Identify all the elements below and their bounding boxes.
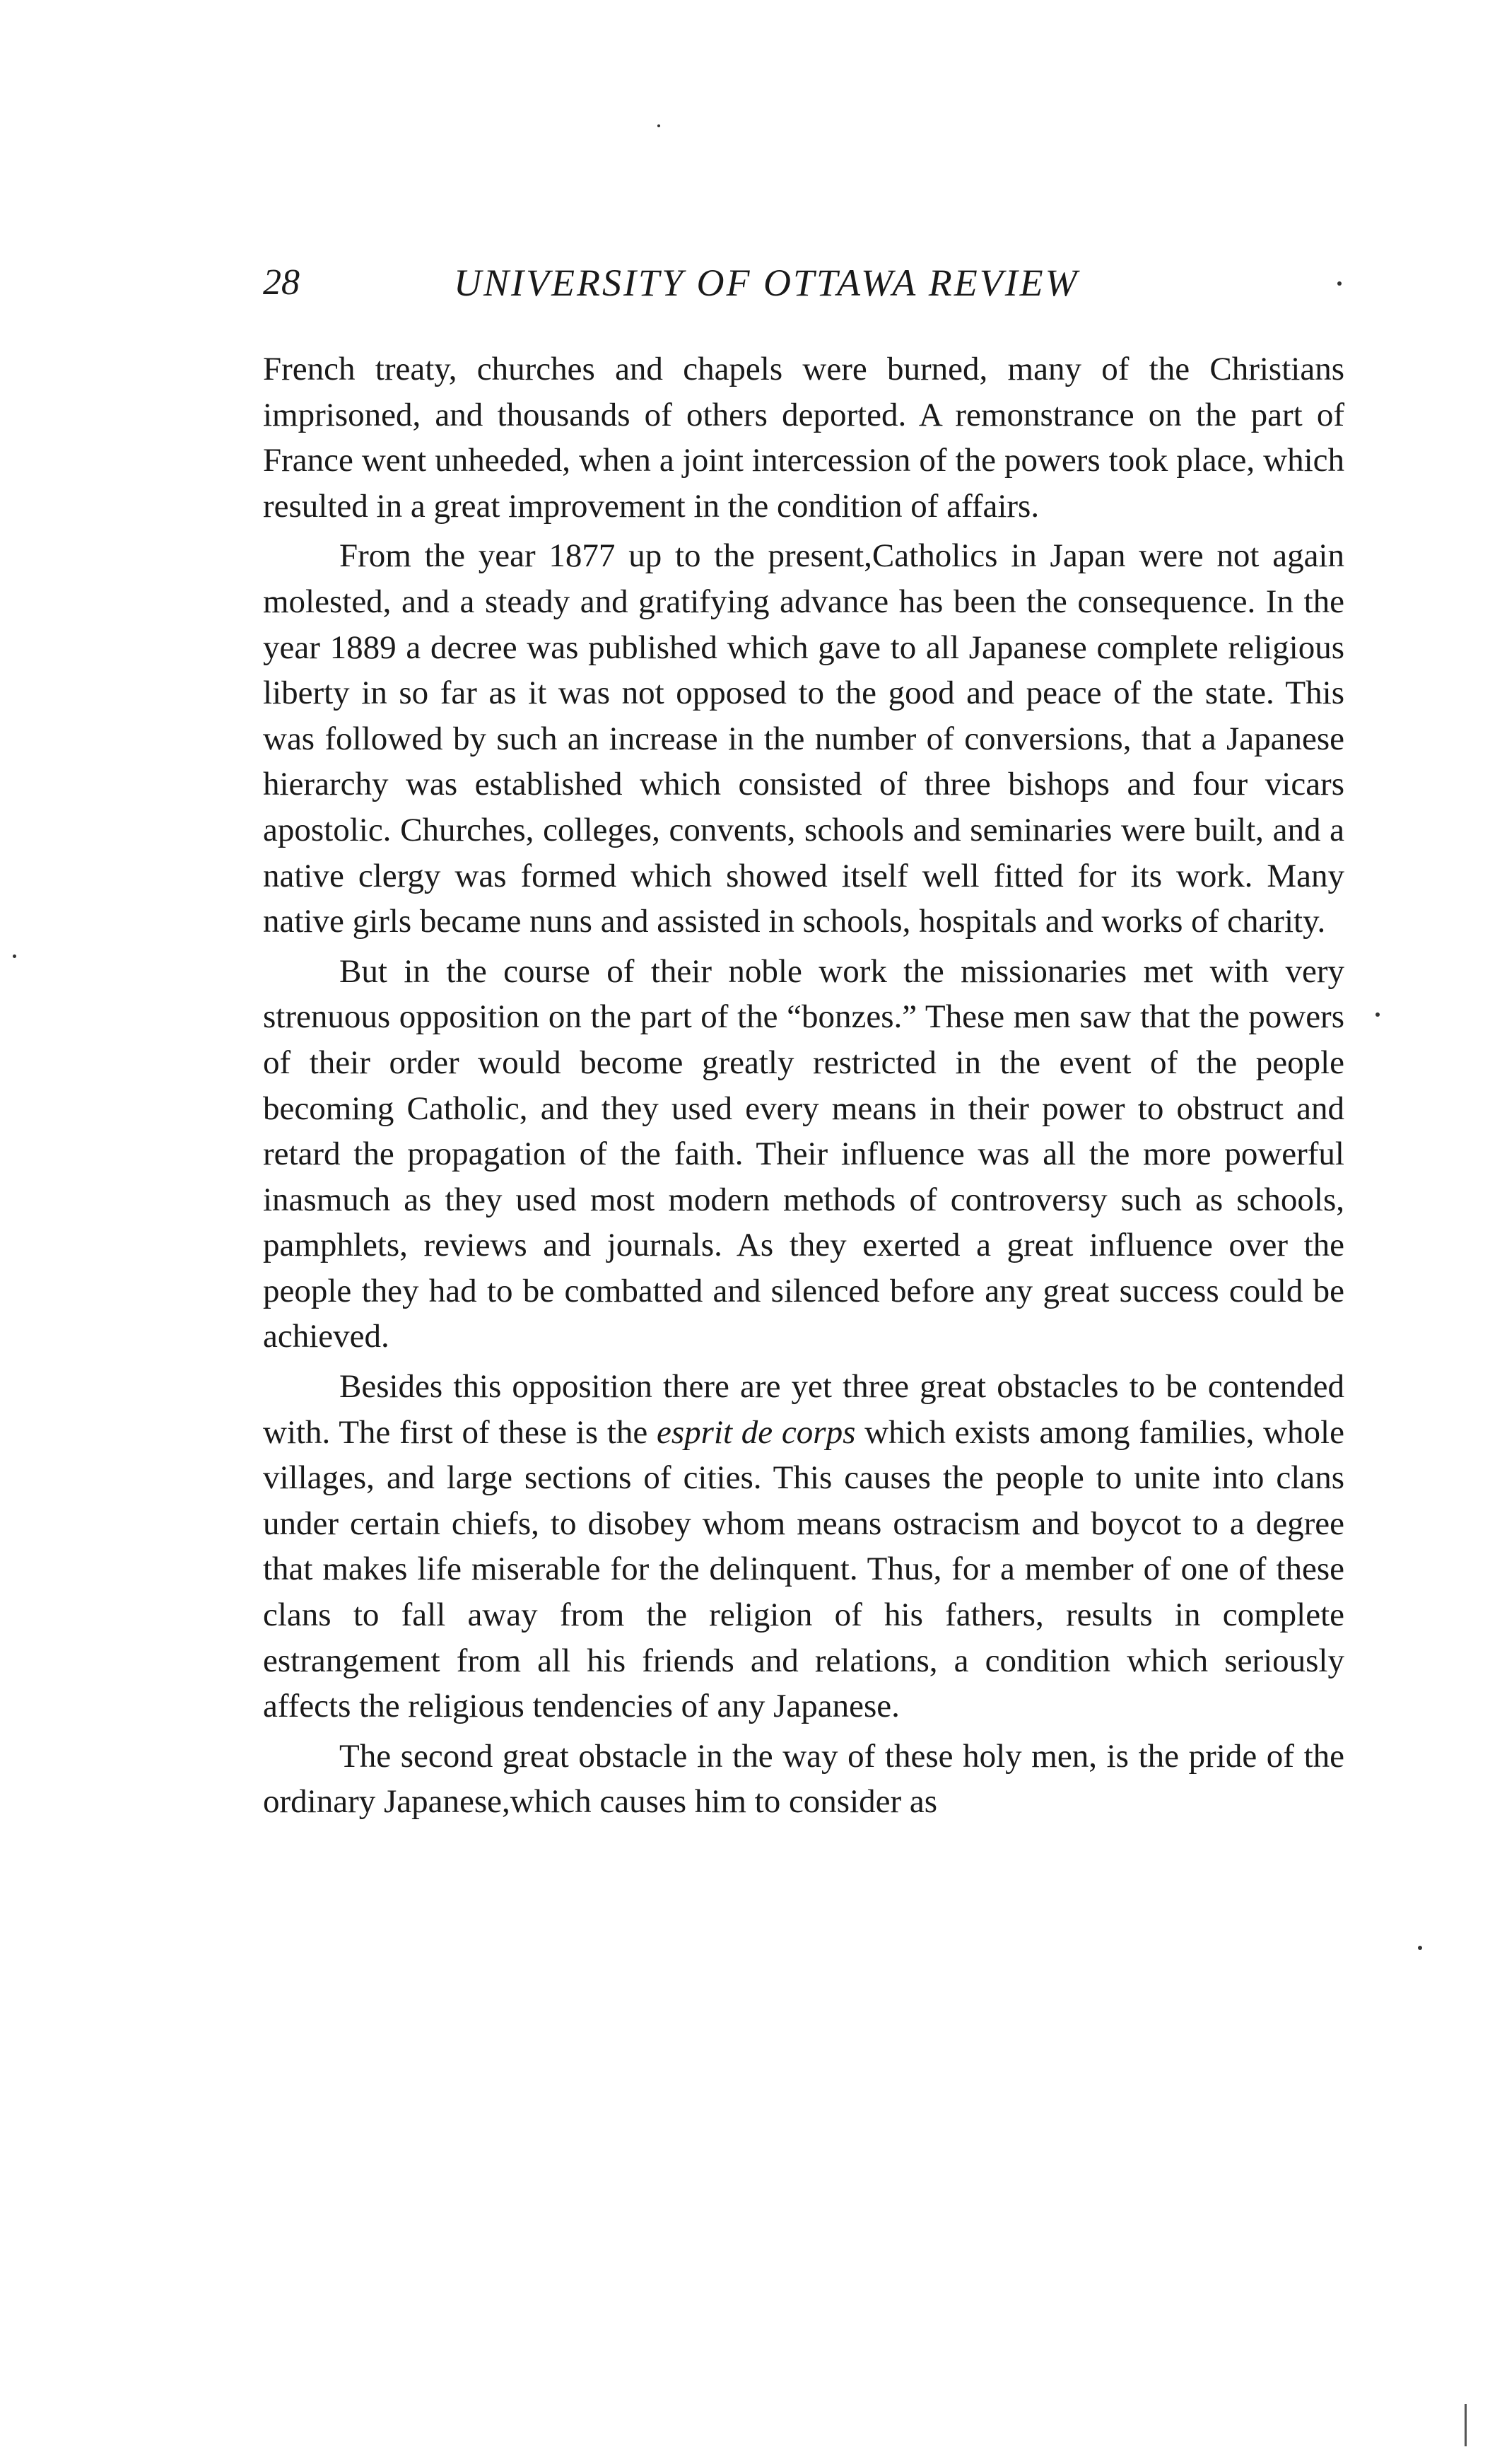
body-text (263, 346, 1344, 1829)
scan-speck (657, 124, 660, 127)
paragraph-text: which exists among families, whole villages, and large sections of cities. This causes the people to unite into clans under certain chiefs, to disobey whom means ostracism and boycot to a degree that makes life miserable for the delinquent. Thus, for a member of one of these clans to fall away from the religion of his fathers, results in complete estrangement from all his friends and relations, a condition which seriously affects the religious tendencies of any Japanese. (263, 1413, 1344, 1725)
scan-edge-mark (1465, 2404, 1467, 2446)
scan-speck (1375, 1012, 1380, 1017)
running-title: UNIVERSITY OF OTTAWA REVIEW (454, 262, 1079, 304)
paragraph: French treaty, churches and chapels were burned, many of the Christians imprisoned, and thousands of others deported. A remonstrance on the part of France went unheeded, when a joint intercession of the powers took place, which resulted in a great improvement in the condition of affairs. (263, 351, 1344, 525)
paragraph: The second great obstacle in the way of these holy men, is the pride of the ordinary Japanese,which causes him to consider as (263, 1737, 1344, 1821)
scan-speck (1337, 281, 1342, 286)
running-header (263, 258, 1344, 308)
scan-speck (13, 954, 16, 958)
paragraph-text: Besides this opposition there are yet three great obstacles to be contended with. The first of these is the (263, 1368, 1344, 1451)
scan-speck (1418, 1946, 1422, 1950)
paragraph: But in the course of their noble work the missionaries met with very strenuous opposition on the part of the “bonzes.” These men saw that the powers of their order would become greatly restricted in the event of the people becoming Catholic, and they used every means in their power to obstruct and retard the propagation of the faith. Their influence was all the more powerful inasmuch as they used most modern methods of controversy such as schools, pamphlets, reviews and journals. As they exerted a great influence over the people they had to be combatted and silenced before any great success could be achieved. (263, 952, 1344, 1355)
paragraph: From the year 1877 up to the present,Catholics in Japan were not again molested, and a steady and gratifying advance has been the consequence. In the year 1889 a decree was published which gave to all Japanese complete religious liberty in so far as it was not opposed to the good and peace of the state. This was followed by such an increase in the number of conversions, that a Japanese hierarchy was established which consisted of three bishops and four vicars apostolic. Churches, colleges, convents, schools and seminaries were built, and a native clergy was formed which showed itself well fitted for its work. Many native girls became nuns and assisted in schools, hospitals and works of charity. (263, 537, 1344, 940)
page-number: 28 (263, 262, 300, 303)
paragraph (263, 1364, 1344, 1729)
italic-phrase: esprit de corps (657, 1413, 856, 1451)
